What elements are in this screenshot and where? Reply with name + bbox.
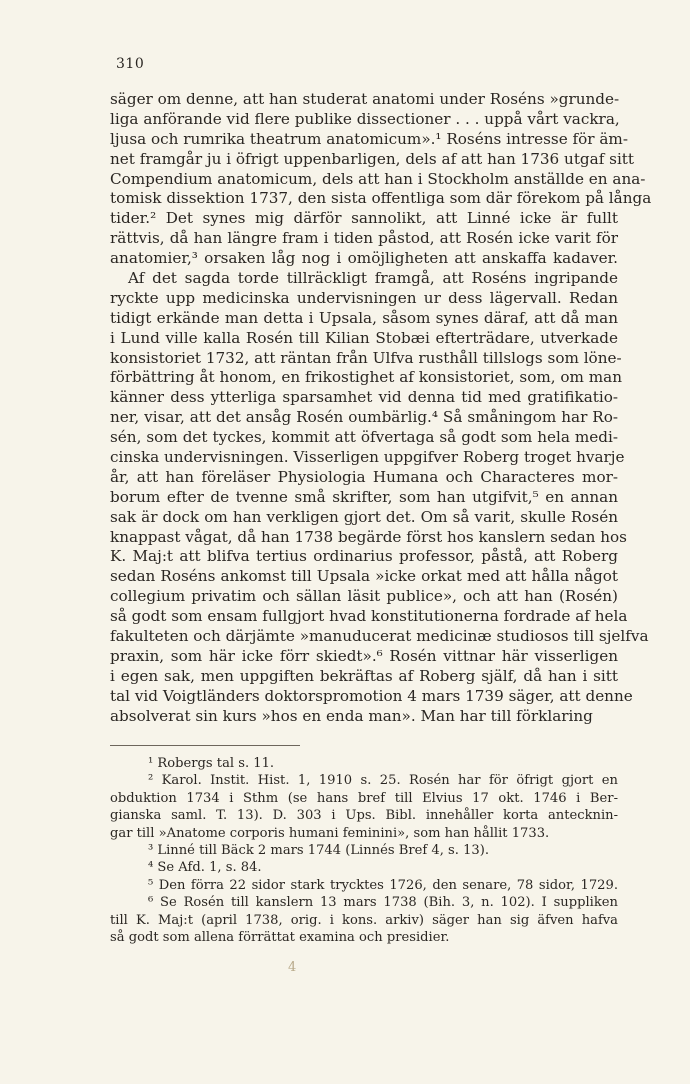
body-line: tal vid Voigtländers doktorspromotion 4 mars 1739 säger, att denne — [110, 686, 633, 705]
footnote-line: gianska saml. T. 13). D. 303 i Ups. Bibl. innehåller korta antecknin- — [110, 808, 618, 824]
body-line: i egen sak, men uppgiften bekräftas af Roberg själf, då han i sitt — [110, 666, 618, 685]
footnote-line: ⁴ Se Afd. 1, s. 84. — [148, 860, 262, 876]
body-line: net framgår ju i öfrigt uppenbarligen, dels af att han 1736 utgaf sitt — [110, 149, 635, 168]
body-line: knappast vågat, då han 1738 begärde först hos kanslern sedan hos — [110, 527, 627, 546]
body-line: liga anförande vid flere publike dissectioner . . . uppå vårt vackra, — [110, 109, 620, 128]
body-line: absolverat sin kurs »hos en enda man». Man har till förklaring — [110, 706, 593, 725]
footnote-divider — [110, 745, 300, 746]
page-number: 310 — [116, 56, 145, 72]
footnote-line: så godt som allena förrättat examina och presidier. — [110, 929, 450, 945]
body-line: sak är dock om han verkligen gjort det. Om så varit, skulle Rosén — [110, 507, 618, 526]
body-line: känner dess ytterliga sparsamhet vid denna tid med gratifikatio- — [110, 388, 618, 407]
body-line: så godt som ensam fullgjort hvad konstitutionerna fordrade af hela — [110, 607, 628, 626]
body-line: tidigt erkände man detta i Upsala, såsom synes däraf, att då man — [110, 308, 618, 327]
footnote-line: ¹ Robergs tal s. 11. — [148, 756, 275, 771]
body-line: i Lund ville kalla Rosén till Kilian Stobæi efterträdare, utverkade — [110, 328, 618, 347]
body-line: förbättring åt honom, en frikostighet af konsistoriet, som, om man — [110, 368, 622, 387]
body-line: konsistoriet 1732, att räntan från Ulfva rusthåll tillslogs som löne- — [110, 348, 622, 367]
footnote-line: ⁵ Den förra 22 sidor stark trycktes 1726, den senare, 78 sidor, 1729. — [148, 877, 618, 893]
body-line: fakulteten och därjämte »manuducerat medicinæ studiosos till sjelfva — [110, 627, 649, 646]
body-line: säger om denne, att han studerat anatomi under Roséns »grunde- — [110, 90, 620, 108]
body-line: ljusa och rumrika theatrum anatomicum».¹ Roséns intresse för äm- — [110, 129, 628, 148]
body-line: K. Maj:t att blifva tertius ordinarius professor, påstå, att Roberg — [110, 547, 618, 566]
body-line: tider.² Det synes mig därför sannolikt, att Linné icke är fullt — [110, 209, 618, 228]
body-line: ner, visar, att det ansåg Rosén oumbärlig.⁴ Så småningom har Ro- — [110, 408, 618, 427]
body-line: Compendium anatomicum, dels att han i Stockholm anställde en ana- — [110, 169, 646, 188]
body-line: anatomier,³ orsaken låg nog i omöjligheten att anskaffa kadaver. — [110, 249, 618, 268]
body-line: collegium privatim och sällan läsit publice», och att han (Rosén) — [110, 587, 618, 606]
body-line: tomisk dissektion 1737, den sista offentliga som där förekom på långa — [110, 189, 652, 208]
footnotes — [110, 755, 618, 946]
body-line: ryckte upp medicinska undervisningen ur dess lägervall. Redan — [110, 288, 618, 307]
footnote-line: till K. Maj:t (april 1738, orig. i kons. arkiv) säger han sig äfven hafva — [110, 912, 618, 928]
body-text — [110, 90, 652, 727]
body-line: borum efter de tvenne små skrifter, som han utgifvit,⁵ en annan — [110, 487, 618, 506]
body-line: rättvis, då han längre fram i tiden påstod, att Rosén icke varit för — [110, 229, 618, 248]
body-line: praxin, som här icke förr skiedt».⁶ Rosén vittnar här visserligen — [110, 646, 618, 665]
body-line: sén, som det tyckes, kommit att öfvertaga så godt som hela medi- — [110, 428, 618, 447]
footnote-line: ² Karol. Instit. Hist. 1, 1910 s. 25. Rosén har för öfrigt gjort en — [148, 773, 618, 789]
footnote-line: ⁶ Se Rosén till kanslern 13 mars 1738 (Bih. 3, n. 102). I suppliken — [148, 895, 618, 911]
footnote-line: obduktion 1734 i Sthm (se hans bref till Elvius 17 okt. 1746 i Ber- — [110, 790, 618, 806]
footnote-line: gar till »Anatome corporis humani feminini», som han hållit 1733. — [110, 825, 550, 841]
body-line: Af det sagda torde tillräckligt framgå, att Roséns ingripande — [128, 269, 618, 288]
printer-mark: 4 — [288, 960, 297, 975]
footnote-line: ³ Linné till Bäck 2 mars 1744 (Linnés Bref 4, s. 13). — [148, 842, 490, 858]
body-line: sedan Roséns ankomst till Upsala »icke orkat med att hålla något — [110, 567, 618, 586]
body-line: cinska undervisningen. Visserligen uppgifver Roberg troget hvarje — [110, 448, 625, 467]
body-line: år, att han föreläser Physiologia Humana och Characteres mor- — [110, 467, 618, 486]
